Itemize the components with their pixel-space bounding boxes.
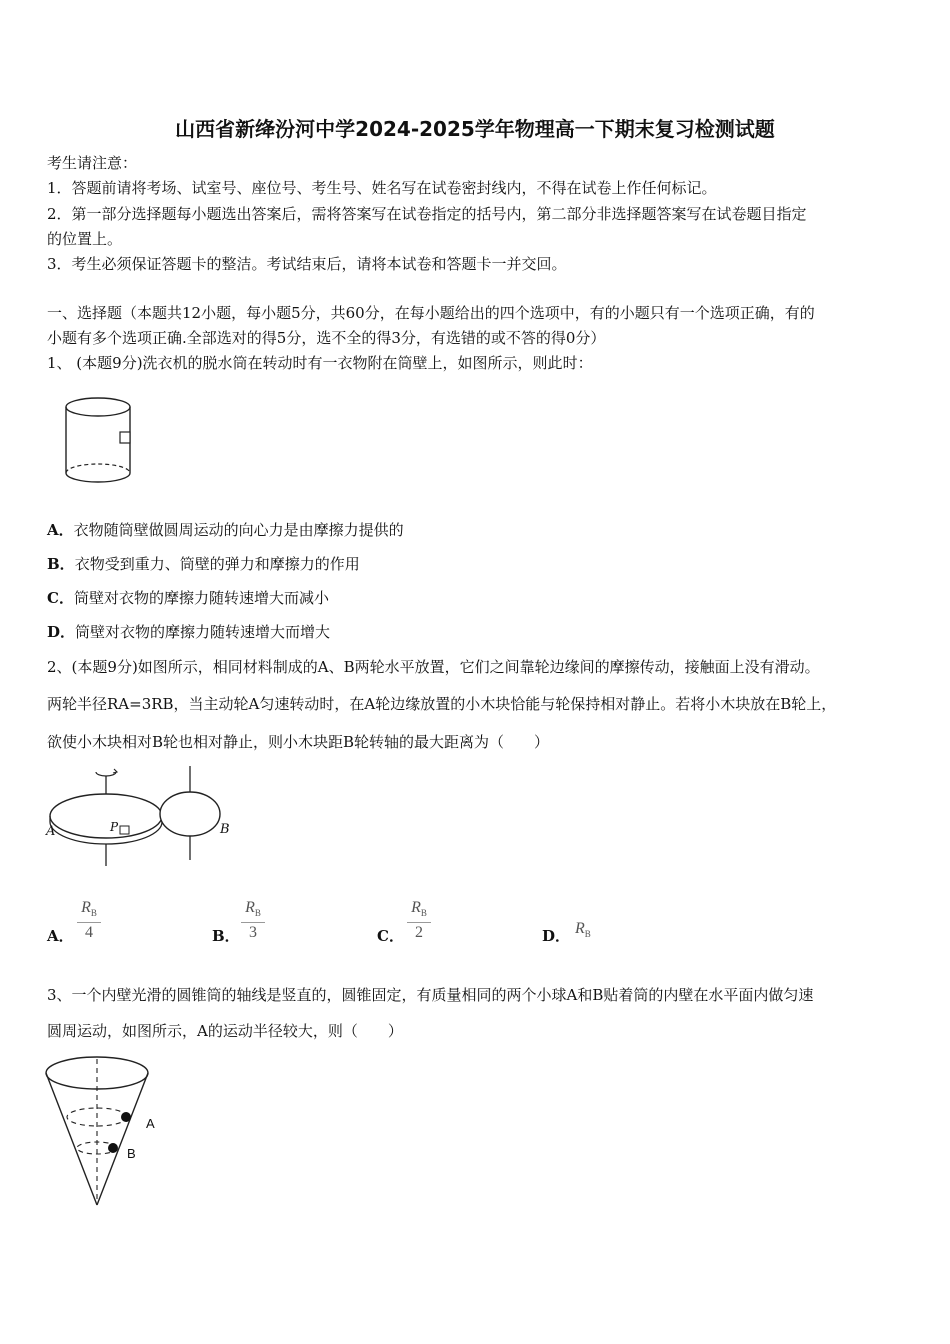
notice-item: 1．答题前请将考场、试室号、座位号、考生号、姓名写在试卷密封线内，不得在试卷上作任何标记。 xyxy=(47,179,717,197)
q2-stem-line2: 两轮半径RA=3RB，当主动轮A匀速转动时，在A轮边缘放置的小木块恰能与轮保持相对静止。若将小木块放在B轮上， xyxy=(47,695,837,713)
numerator-subscript: B xyxy=(420,908,427,919)
block-p-label: P xyxy=(110,820,119,834)
notice-item: 的位置上。 xyxy=(47,230,123,248)
q2-option-c-letter: C． xyxy=(377,927,404,945)
q1-option-c xyxy=(47,587,329,608)
q2-option-a-fraction xyxy=(77,899,101,943)
option-text: 衣物随筒壁做圆周运动的向心力是由摩擦力提供的 xyxy=(73,521,404,539)
option-d-subscript: B xyxy=(584,929,591,940)
fraction-denominator: 4 xyxy=(85,924,93,942)
option-text: 筒壁对衣物的摩擦力随转速增大而增大 xyxy=(75,623,331,641)
q2-option-c-fraction xyxy=(407,899,431,943)
q2-wheels-figure xyxy=(40,762,240,872)
q2-option-d-letter: D． xyxy=(542,927,571,945)
fraction-numerator xyxy=(407,899,431,923)
wheel-b-label: B xyxy=(220,822,230,837)
q1-option-a xyxy=(47,519,404,540)
option-text: 衣物受到重力、筒壁的弹力和摩擦力的作用 xyxy=(74,555,360,573)
ball-b-label: B xyxy=(127,1146,136,1161)
page-title: 山西省新绛汾河中学2024-2025学年物理高一下期末复习检测试题 xyxy=(175,117,775,141)
option-d-symbol: R xyxy=(575,920,585,937)
numerator-subscript: B xyxy=(90,908,97,919)
numerator-symbol: R xyxy=(245,899,255,916)
option-text: 筒壁对衣物的摩擦力随转速增大而减小 xyxy=(73,589,329,607)
notice-item: 3．考生必须保证答题卡的整洁。考试结束后，请将本试卷和答题卡一并交回。 xyxy=(47,255,567,273)
q2-option-d-value xyxy=(575,920,591,939)
numerator-symbol: R xyxy=(411,899,421,916)
numerator-symbol: R xyxy=(81,899,91,916)
q1-stem: 1、 (本题9分)洗衣机的脱水筒在转动时有一衣物附在筒壁上，如图所示，则此时： xyxy=(47,354,593,372)
q3-stem-line2: 圆周运动，如图所示，A的运动半径较大，则（ ） xyxy=(47,1022,403,1040)
notice-heading: 考生请注意： xyxy=(47,154,138,172)
q2-option-b-fraction xyxy=(241,899,265,943)
option-letter: C． xyxy=(47,589,74,607)
q3-cone-figure xyxy=(44,1055,164,1210)
wheel-a-label: A xyxy=(46,824,56,839)
numerator-subscript: B xyxy=(254,908,261,919)
option-letter: B． xyxy=(47,555,75,573)
ball-a-label: A xyxy=(146,1116,155,1131)
q1-option-d xyxy=(47,621,330,642)
q1-option-b xyxy=(47,553,360,574)
q2-option-b-letter: B． xyxy=(212,927,240,945)
section-heading: 一、选择题（本题共12小题，每小题5分，共60分，在每小题给出的四个选项中，有的小题只有一个选项正确，有的 xyxy=(47,304,815,322)
q3-stem-line1: 3、一个内壁光滑的圆锥筒的轴线是竖直的，圆锥固定，有质量相同的两个小球A和B贴着筒的内壁在水平面内做匀速 xyxy=(47,986,814,1004)
fraction-denominator: 2 xyxy=(415,924,423,942)
notice-item: 2．第一部分选择题每小题选出答案后，需将答案写在试卷指定的括号内，第二部分非选择题答案写在试卷题目指定 xyxy=(47,205,807,223)
q1-cylinder-figure xyxy=(60,395,140,490)
section-heading-cont: 小题有多个选项正确.全部选对的得5分，选不全的得3分，有选错的或不答的得0分） xyxy=(47,329,606,347)
fraction-denominator: 3 xyxy=(249,924,257,942)
q2-stem-line1: 2、(本题9分)如图所示，相同材料制成的A、B两轮水平放置，它们之间靠轮边缘间的摩擦传动，接触面上没有滑动。 xyxy=(47,658,820,676)
q2-option-a-letter: A． xyxy=(47,927,74,945)
fraction-numerator xyxy=(77,899,101,923)
option-letter: D． xyxy=(47,623,76,641)
option-letter: A． xyxy=(47,521,74,539)
q2-stem-line3: 欲使小木块相对B轮也相对静止，则小木块距B轮转轴的最大距离为（ ） xyxy=(47,733,550,751)
fraction-numerator xyxy=(241,899,265,923)
